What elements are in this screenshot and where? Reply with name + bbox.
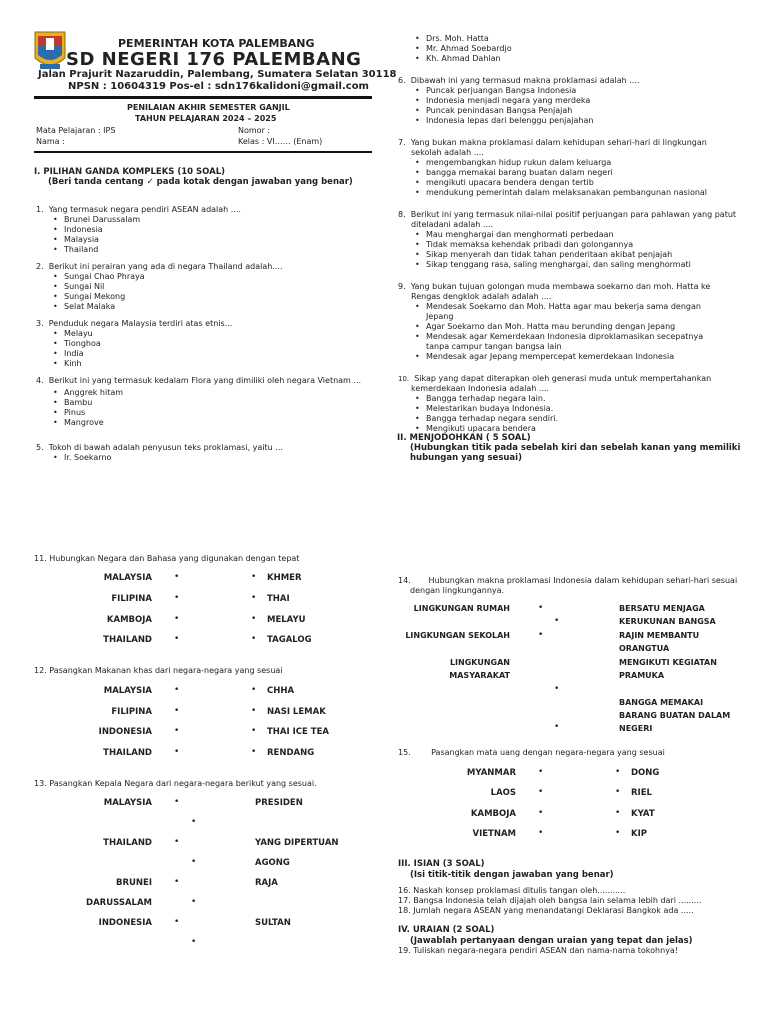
uraian-item-19: 19. Tuliskan negara-negara pendiri ASEAN dan nama-nama tokohnya!	[398, 946, 679, 955]
option[interactable]: • mendukung pemerintah dalam melaksanakan pembangunan nasional	[412, 188, 738, 198]
q12-left-4: THAILAND	[103, 748, 152, 758]
school-name: SD NEGERI 176 PALEMBANG	[66, 49, 362, 70]
option[interactable]: • Mr. Ahmad Soebardjo	[412, 44, 742, 54]
q13-right-3: AGONG	[255, 858, 290, 868]
q11-text: 11. Hubungkan Negara dan Bahasa yang digunakan dengan tepat	[34, 554, 300, 563]
match-dot[interactable]: •	[174, 572, 180, 582]
match-dot[interactable]: •	[191, 897, 197, 907]
header-divider	[34, 96, 372, 99]
option[interactable]: • Melestarikan budaya Indonesia.	[412, 404, 738, 414]
match-dot[interactable]: •	[538, 767, 544, 777]
match-dot[interactable]: •	[174, 837, 180, 847]
option[interactable]: • Mendesak agar Kemerdekaan Indonesia diproklamasikan secepatnya tanpa campur tangan bangsa lain	[412, 332, 712, 352]
q13-left-3: BRUNEI	[115, 878, 152, 888]
question-text: Berikut ini yang termasuk nilai-nilai positif perjuangan para pahlawan yang patut diteladani adalah ....	[410, 210, 737, 229]
option[interactable]: • Ir. Soekarno	[50, 453, 366, 463]
q13-left-1: MALAYSIA	[103, 798, 152, 808]
q13-right-1: PRESIDEN	[255, 798, 303, 808]
option[interactable]: • Indonesia	[50, 225, 366, 235]
section1-title: I. PILIHAN GANDA KOMPLEKS (10 SOAL)	[34, 167, 226, 177]
question-text: Berikut ini perairan yang ada di negara Thailand adalah....	[48, 262, 283, 271]
q12-right-1: CHHA	[267, 686, 295, 696]
q14-right-4: ORANGTUA	[619, 644, 670, 653]
q13-left-4: DARUSSALAM	[86, 898, 152, 908]
match-dot[interactable]: •	[251, 726, 257, 736]
match-dot[interactable]: •	[191, 817, 197, 827]
q13-text: 13. Pasangkan Kepala Negara dari negara-negara berikut yang sesuai.	[34, 779, 317, 788]
section2-title: II. MENJODOHKAN ( 5 SOAL)	[397, 433, 531, 443]
option[interactable]: • Sungai Nil	[50, 282, 366, 292]
info-divider	[34, 151, 372, 153]
question-7: 7. Yang bukan makna proklamasi dalam kehidupan sehari-hari di lingkungan sekolah adalah .... • mengembangkan hidup rukun dalam keluarga • bangga memakai barang buatan dalam negeri • mengikuti upacara bendera dengan tertib • mendukung pemerintah dalam melaksanakan pembangunan nasional	[398, 138, 738, 198]
question-5-continued	[412, 34, 742, 64]
isian-item-18: 18. Jumlah negara ASEAN yang menandatangi Deklarasi Bangkok ada .....	[398, 906, 694, 915]
q15-right-2: RIEL	[631, 788, 652, 798]
q14-right-6: PRAMUKA	[619, 671, 665, 680]
option[interactable]: • Mau menghargai dan menghormati perbedaan	[412, 230, 738, 240]
match-dot[interactable]: •	[251, 747, 257, 757]
exam-year: TAHUN PELAJARAN 2024 – 2025	[135, 114, 277, 123]
q15-left-3: KAMBOJA	[470, 809, 516, 819]
q14-left-1: LINGKUNGAN RUMAH	[413, 604, 510, 613]
option[interactable]: • Bambu	[50, 398, 366, 408]
q13-right-2: YANG DIPERTUAN	[255, 838, 339, 848]
match-dot[interactable]: •	[174, 747, 180, 757]
q14-right-7: BANGGA MEMAKAI	[619, 698, 704, 707]
q13-left-2: THAILAND	[103, 838, 152, 848]
q11-right-1: KHMER	[267, 573, 302, 583]
q14-left-2: LINGKUNGAN SEKOLAH	[405, 631, 510, 640]
option[interactable]: • mengikuti upacara bendera dengan tertib	[412, 178, 738, 188]
q14-right-2: KERUKUNAN BANGSA	[619, 617, 716, 626]
option[interactable]: • Anggrek hitam	[50, 388, 366, 398]
q15-right-1: DONG	[631, 768, 660, 778]
option[interactable]: • Mengikuti upacara bendera	[412, 424, 738, 434]
q12-left-2: FILIPINA	[111, 707, 152, 717]
match-dot[interactable]: •	[538, 787, 544, 797]
match-dot[interactable]: •	[554, 722, 560, 732]
match-dot[interactable]: •	[251, 614, 257, 624]
option[interactable]: • mengembangkan hidup rukun dalam keluarga	[412, 158, 738, 168]
option[interactable]: • Sungai Mekong	[50, 292, 366, 302]
gov-title: PEMERINTAH KOTA PALEMBANG	[118, 37, 315, 50]
question-text: Dibawah ini yang termasud makna proklamasi adalah ....	[410, 76, 640, 85]
question-3: 3. Penduduk negara Malaysia terdiri atas etnis... • Melayu • Tionghoa • India • Kinh	[36, 319, 366, 369]
question-9: 9. Yang bukan tujuan golongan muda membawa soekarno dan moh. Hatta ke Rengas dengklok adalah adalah .... • Mendesak Soekarno dan Moh. Hatta agar mau bekerja sama dengan Jepang • Agar Soekarno dan Moh. Hatta mau berunding dengan Jepang • Mendesak agar Kemerdekaan Indonesia diproklamasikan secepatnya tanpa campur tangan bangsa lain • Mendesak agar Jepang mempercepat kemerdekaan Indonesia	[398, 282, 738, 362]
q12-left-3: INDONESIA	[98, 727, 152, 737]
school-npsn: NPSN : 10604319 Pos-el : sdn176kalidoni@gmail.com	[68, 81, 369, 92]
option[interactable]: • Tionghoa	[50, 339, 366, 349]
section2-instruction: (Hubungkan titik pada sebelah kiri dan sebelah kanan yang memiliki hubungan yang sesuai)	[410, 443, 741, 463]
option[interactable]: • Thailand	[50, 245, 366, 255]
q15-left-1: MYANMAR	[466, 768, 516, 778]
q11-left-2: FILIPINA	[111, 594, 152, 604]
q12-left-1: MALAYSIA	[103, 686, 152, 696]
q11-left-3: KAMBOJA	[106, 615, 152, 625]
match-dot[interactable]: •	[174, 685, 180, 695]
question-text: Yang bukan tujuan golongan muda membawa soekarno dan moh. Hatta ke Rengas dengklok adalah adalah ....	[410, 282, 711, 301]
q11-left-4: THAILAND	[103, 635, 152, 645]
option[interactable]: • Indonesia lepas dari belenggu penjajahan	[412, 116, 738, 126]
question-2: 2. Berikut ini perairan yang ada di negara Thailand adalah.... • Sungai Chao Phraya • Sungai Nil • Sungai Mekong • Selat Malaka	[36, 262, 366, 312]
option[interactable]: • Kh. Ahmad Dahlan	[412, 54, 742, 64]
option[interactable]: • India	[50, 349, 366, 359]
q14-right-5: MENGIKUTI KEGIATAN	[619, 658, 717, 667]
section3-instruction: (Isi titik-titik dengan jawaban yang benar)	[410, 870, 614, 880]
option[interactable]: • Sikap tenggang rasa, saling menghargai, dan saling menghormati	[412, 260, 738, 270]
option[interactable]: • Agar Soekarno dan Moh. Hatta mau berunding dengan Jepang	[412, 322, 712, 332]
option[interactable]: • bangga memakai barang buatan dalam negeri	[412, 168, 738, 178]
question-text: Yang termasuk negara pendiri ASEAN adalah ....	[48, 205, 241, 214]
match-dot[interactable]: •	[615, 828, 621, 838]
match-dot[interactable]: •	[251, 706, 257, 716]
option[interactable]: • Puncak perjuangan Bangsa Indonesia	[412, 86, 738, 96]
q14-right-3: RAJIN MEMBANTU	[619, 631, 700, 640]
section4-instruction: (Jawablah pertanyaan dengan uraian yang tepat dan jelas)	[410, 936, 693, 946]
option[interactable]: • Puncak penindasan Bangsa Penjajah	[412, 106, 738, 116]
option[interactable]: • Tidak memaksa kehendak pribadi dan golongannya	[412, 240, 738, 250]
q12-text: 12. Pasangkan Makanan khas dari negara-negara yang sesuai	[34, 666, 283, 675]
section1-instruction: (Beri tanda centang ✓ pada kotak dengan jawaban yang benar)	[48, 177, 353, 187]
match-dot[interactable]: •	[174, 726, 180, 736]
match-dot[interactable]: •	[251, 634, 257, 644]
exam-title: PENILAIAN AKHIR SEMESTER GANJIL	[127, 103, 290, 112]
question-text: Penduduk negara Malaysia terdiri atas etnis...	[48, 319, 233, 328]
q13-right-5: SULTAN	[255, 918, 291, 928]
option[interactable]: • Malaysia	[50, 235, 366, 245]
question-text: Berikut ini yang termasuk kedalam Flora yang dimiliki oleh negara Vietnam ...	[48, 376, 362, 385]
school-logo	[32, 28, 68, 74]
isian-item-16: 16. Naskah konsep proklamasi ditulis tangan oleh...........	[398, 886, 626, 895]
option[interactable]: • Kinh	[50, 359, 366, 369]
q14-right-9: NEGERI	[619, 724, 653, 733]
question-text: Tokoh di bawah adalah penyusun teks proklamasi, yaitu ...	[48, 443, 283, 452]
q11-right-4: TAGALOG	[267, 635, 312, 645]
match-dot[interactable]: •	[554, 684, 560, 694]
subject-label: Mata Pelajaran : IPS	[36, 126, 116, 135]
match-dot[interactable]: •	[174, 877, 180, 887]
q14-left-4: MASYARAKAT	[449, 671, 510, 680]
match-dot[interactable]: •	[191, 857, 197, 867]
q15-left-4: VIETNAM	[472, 829, 516, 839]
match-dot[interactable]: •	[174, 797, 180, 807]
q14-right-1: BERSATU MENJAGA	[619, 604, 705, 613]
match-dot[interactable]: •	[251, 572, 257, 582]
question-10: 10. Sikap yang dapat diterapkan oleh generasi muda untuk mempertahankan kemerdekaan Indonesia adalah .... • Bangga terhadap negara lain. • Melestarikan budaya Indonesia. • Bangga terhadap negara sendiri. • Mengikuti upacara bendera	[398, 374, 738, 434]
palembang-emblem-icon	[32, 28, 68, 74]
q12-right-3: THAI ICE TEA	[267, 727, 329, 737]
option[interactable]: • Pinus	[50, 408, 366, 418]
match-dot[interactable]: •	[554, 616, 560, 626]
match-dot[interactable]: •	[174, 634, 180, 644]
match-dot[interactable]: •	[615, 767, 621, 777]
q11-left-1: MALAYSIA	[103, 573, 152, 583]
q13-left-5: INDONESIA	[98, 918, 152, 928]
isian-item-17: 17. Bangsa Indonesia telah dijajah oleh bangsa lain selama lebih dari .........	[398, 896, 702, 905]
option[interactable]: • Mangrove	[50, 418, 366, 428]
school-address: Jalan Prajurit Nazaruddin, Palembang, Sumatera Selatan 30118	[38, 69, 397, 80]
q12-right-4: RENDANG	[267, 748, 315, 758]
match-dot[interactable]: •	[538, 603, 544, 613]
match-dot[interactable]: •	[191, 937, 197, 947]
question-4: 4. Berikut ini yang termasuk kedalam Flora yang dimiliki oleh negara Vietnam ... • Anggrek hitam • Bambu • Pinus • Mangrove	[36, 376, 366, 428]
option[interactable]: • Bangga terhadap negara sendiri.	[412, 414, 738, 424]
question-8: 8. Berikut ini yang termasuk nilai-nilai positif perjuangan para pahlawan yang patut diteladani adalah .... • Mau menghargai dan menghormati perbedaan • Tidak memaksa kehendak pribadi dan golongannya • Sikap menyerah dan tidak tahan penderitaan akibat penjajah • Sikap tenggang rasa, saling menghargai, dan saling menghormati	[398, 210, 738, 270]
match-dot[interactable]: •	[538, 828, 544, 838]
q15-right-4: KIP	[631, 829, 647, 839]
q15-right-3: KYAT	[631, 809, 655, 819]
option[interactable]: • Mendesak Soekarno dan Moh. Hatta agar mau bekerja sama dengan Jepang	[412, 302, 712, 322]
q14-right-8: BARANG BUATAN DALAM	[619, 711, 731, 720]
match-dot[interactable]: •	[251, 685, 257, 695]
option[interactable]: • Sungai Chao Phraya	[50, 272, 366, 282]
q11-right-3: MELAYU	[267, 615, 306, 625]
match-dot[interactable]: •	[174, 706, 180, 716]
match-dot[interactable]: •	[174, 593, 180, 603]
q14-text: 14. Hubungkan makna proklamasi Indonesia dalam kehidupan sehari-hari sesuai dengan lingkungannya.	[398, 576, 738, 595]
q13-right-4: RAJA	[255, 878, 278, 888]
question-6: 6. Dibawah ini yang termasud makna proklamasi adalah .... • Puncak perjuangan Bangsa Indonesia • Indonesia menjadi negara yang merdeka • Puncak penindasan Bangsa Penjajah • Indonesia lepas dari belenggu penjajahan	[398, 76, 738, 126]
section3-title: III. ISIAN (3 SOAL)	[398, 859, 485, 869]
question-1: 1. Yang termasuk negara pendiri ASEAN adalah .... • Brunei Darussalam • Indonesia • Malaysia • Thailand	[36, 205, 366, 255]
option[interactable]: • Sikap menyerah dan tidak tahan penderitaan akibat penjajah	[412, 250, 738, 260]
option[interactable]: • Bangga terhadap negara lain.	[412, 394, 738, 404]
question-5: 5. Tokoh di bawah adalah penyusun teks proklamasi, yaitu ... • Ir. Soekarno	[36, 443, 366, 463]
match-dot[interactable]: •	[615, 787, 621, 797]
option[interactable]: • Selat Malaka	[50, 302, 366, 312]
option[interactable]: • Indonesia menjadi negara yang merdeka	[412, 96, 738, 106]
nomor-label: Nomor :	[238, 126, 271, 135]
kelas-label: Kelas : VI…… (Enam)	[238, 137, 323, 146]
match-dot[interactable]: •	[174, 917, 180, 927]
question-text: Sikap yang dapat diterapkan oleh generasi muda untuk mempertahankan kemerdekaan Indonesia adalah ....	[411, 374, 712, 393]
match-dot[interactable]: •	[615, 808, 621, 818]
match-dot[interactable]: •	[174, 614, 180, 624]
match-dot[interactable]: •	[538, 808, 544, 818]
q14-left-3: LINGKUNGAN	[449, 658, 510, 667]
q15-left-2: LAOS	[490, 788, 516, 798]
question-text: Yang bukan makna proklamasi dalam kehidupan sehari-hari di lingkungan sekolah adalah ....	[410, 138, 707, 157]
student-name-label: Nama :	[36, 137, 65, 146]
q15-text: 15. Pasangkan mata uang dengan negara-negara yang sesuai	[398, 748, 665, 757]
option[interactable]: • Brunei Darussalam	[50, 215, 366, 225]
match-dot[interactable]: •	[538, 630, 544, 640]
q11-right-2: THAI	[267, 594, 290, 604]
match-dot[interactable]: •	[251, 593, 257, 603]
section4-title: IV. URAIAN (2 SOAL)	[398, 925, 495, 935]
option[interactable]: • Melayu	[50, 329, 366, 339]
q12-right-2: NASI LEMAK	[267, 707, 326, 717]
option[interactable]: • Drs. Moh. Hatta	[412, 34, 742, 44]
option[interactable]: • Mendesak agar Jepang mempercepat kemerdekaan Indonesia	[412, 352, 712, 362]
